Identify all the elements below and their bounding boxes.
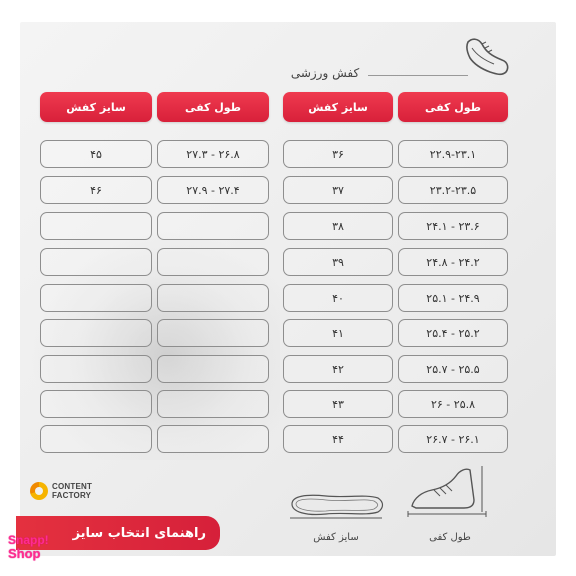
logo-line-2: FACTORY bbox=[52, 491, 92, 500]
content-factory-logo bbox=[30, 480, 110, 510]
right-size-cell: ۴۰ bbox=[283, 284, 393, 312]
foot-length-caption: طول کفی bbox=[429, 532, 471, 543]
left-size-cell bbox=[40, 355, 152, 383]
title-divider bbox=[368, 75, 468, 76]
right-length-cell: ۲۵.۵ - ۲۵.۷ bbox=[398, 355, 508, 383]
left-length-cell bbox=[157, 319, 269, 347]
right-length-cell: ۲۵.۸ - ۲۶ bbox=[398, 390, 508, 418]
right-size-cell: ۳۶ bbox=[283, 140, 393, 168]
right-length-cell: ۲۶.۱ - ۲۶.۷ bbox=[398, 425, 508, 453]
left-size-cell bbox=[40, 425, 152, 453]
right-size-cell: ۴۲ bbox=[283, 355, 393, 383]
foot-measure-icon bbox=[404, 462, 494, 518]
brand-line-2: Shop bbox=[8, 546, 41, 561]
right-length-cell: ۲۴.۹ - ۲۵.۱ bbox=[398, 284, 508, 312]
left-length-cell bbox=[157, 355, 269, 383]
left-length-cell bbox=[157, 425, 269, 453]
left-length-cell: ۲۶.۸ - ۲۷.۳ bbox=[157, 140, 269, 168]
header-shoe-size-left: سایز کفش bbox=[40, 92, 152, 122]
left-size-cell bbox=[40, 284, 152, 312]
left-length-cell bbox=[157, 390, 269, 418]
sneaker-outline-icon bbox=[462, 34, 512, 78]
left-length-cell bbox=[157, 212, 269, 240]
right-size-cell: ۴۱ bbox=[283, 319, 393, 347]
right-length-cell: ۲۵.۲ - ۲۵.۴ bbox=[398, 319, 508, 347]
brand-line-1: Snapp! bbox=[8, 533, 49, 547]
right-size-cell: ۴۴ bbox=[283, 425, 393, 453]
left-size-cell bbox=[40, 212, 152, 240]
left-size-cell bbox=[40, 319, 152, 347]
header-foot-length-right: طول کفی bbox=[398, 92, 508, 122]
left-length-cell bbox=[157, 284, 269, 312]
left-size-cell: ۴۵ bbox=[40, 140, 152, 168]
left-size-cell: ۴۶ bbox=[40, 176, 152, 204]
snapp-shop-logo bbox=[8, 534, 49, 560]
right-size-cell: ۳۹ bbox=[283, 248, 393, 276]
header-shoe-size-right: سایز کفش bbox=[283, 92, 393, 122]
shoe-size-caption: سایز کفش bbox=[313, 532, 359, 543]
size-guide-title: راهنمای انتخاب سایز bbox=[72, 525, 206, 541]
left-size-cell bbox=[40, 390, 152, 418]
right-length-cell: ۲۴.۲ - ۲۴.۸ bbox=[398, 248, 508, 276]
left-length-cell: ۲۷.۴ - ۲۷.۹ bbox=[157, 176, 269, 204]
right-size-cell: ۳۷ bbox=[283, 176, 393, 204]
logo-line-1: CONTENT bbox=[52, 482, 93, 491]
header-foot-length-left: طول کفی bbox=[157, 92, 269, 122]
right-size-cell: ۳۸ bbox=[283, 212, 393, 240]
right-length-cell: ۲۳.۲-۲۳.۵ bbox=[398, 176, 508, 204]
right-size-cell: ۴۳ bbox=[283, 390, 393, 418]
section-title: کفش ورزشی bbox=[290, 66, 360, 80]
right-length-cell: ۲۳.۶ - ۲۴.۱ bbox=[398, 212, 508, 240]
logo-mark-icon bbox=[30, 482, 48, 500]
right-length-cell: ۲۲.۹-۲۳.۱ bbox=[398, 140, 508, 168]
shoe-sole-icon bbox=[286, 490, 386, 520]
left-size-cell bbox=[40, 248, 152, 276]
left-length-cell bbox=[157, 248, 269, 276]
